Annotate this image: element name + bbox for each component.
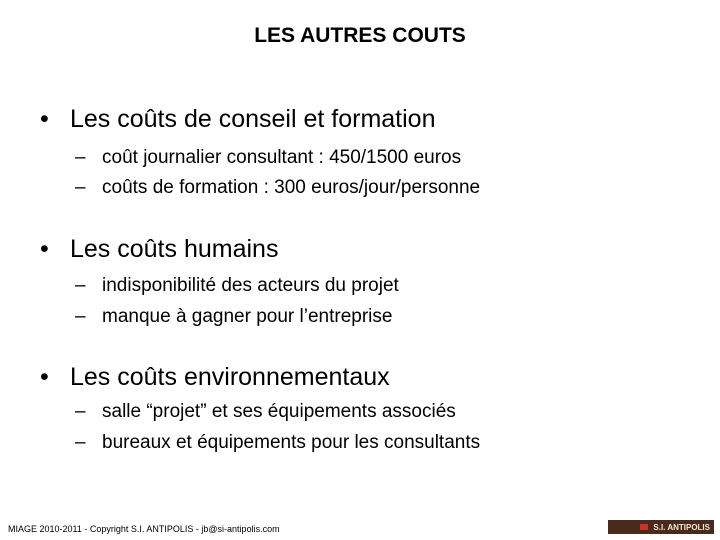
bullet-text: Les coûts de conseil et formation	[70, 105, 436, 133]
slide-title: LES AUTRES COUTS	[254, 24, 466, 47]
sub-item-text: bureaux et équipements pour les consultants	[102, 432, 481, 453]
company-logo	[608, 520, 714, 534]
footer-copyright: MIAGE 2010-2011 - Copyright S.I. ANTIPOLIS - jb@si-antipolis.com	[8, 524, 280, 534]
dash-icon: –	[75, 401, 86, 422]
sub-item-text: coûts de formation : 300 euros/jour/personne	[102, 177, 481, 198]
bullet-icon: •	[40, 105, 49, 133]
sub-item-text: indisponibilité des acteurs du projet	[102, 275, 399, 296]
dash-icon: –	[75, 432, 86, 453]
sub-item-text: manque à gagner pour l’entreprise	[102, 306, 393, 327]
dash-icon: –	[75, 275, 86, 296]
dash-icon: –	[75, 147, 86, 168]
dash-icon: –	[75, 306, 86, 327]
logo-text: S.I. ANTIPOLIS	[653, 522, 710, 532]
sub-item-text: salle “projet” et ses équipements associés	[102, 401, 456, 422]
logo-mark-icon	[640, 524, 648, 530]
bullet-text: Les coûts humains	[70, 235, 279, 263]
bullet-text: Les coûts environnementaux	[70, 363, 390, 391]
bullet-icon: •	[40, 235, 49, 263]
sub-item-text: coût journalier consultant : 450/1500 euros	[102, 147, 462, 168]
bullet-icon: •	[40, 363, 49, 391]
dash-icon: –	[75, 177, 86, 198]
